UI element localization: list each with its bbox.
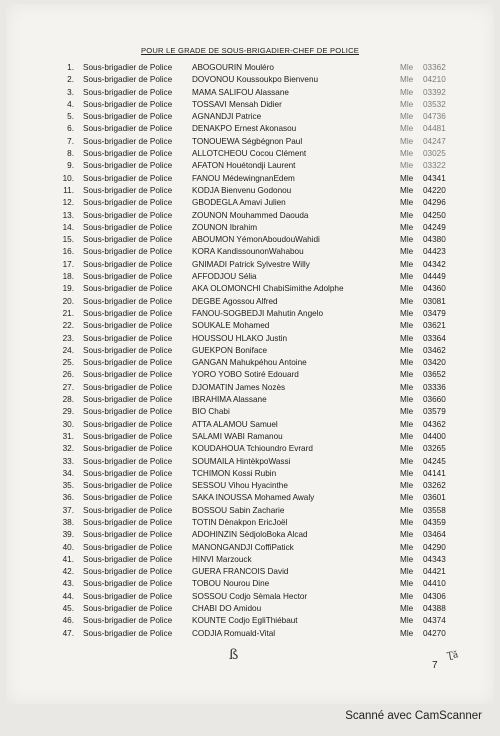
row-mle-label: Mle xyxy=(400,99,414,109)
row-matricule: 04210 xyxy=(423,75,446,85)
row-grade: Sous-brigadier de Police xyxy=(83,247,173,257)
table-row xyxy=(0,566,500,578)
row-grade: Sous-brigadier de Police xyxy=(83,505,173,515)
row-number: 2. xyxy=(67,75,74,85)
row-number: 28. xyxy=(62,395,74,405)
table-row xyxy=(0,406,500,418)
row-name: AKA OLOMONCHI ChabiSimithe Adolphe xyxy=(192,284,344,294)
row-mle-label: Mle xyxy=(400,235,414,245)
row-number: 35. xyxy=(62,481,74,491)
table-row xyxy=(0,468,500,480)
row-matricule: 04250 xyxy=(423,210,446,220)
row-name: ZOUNON Mouhammed Daouda xyxy=(192,210,309,220)
row-mle-label: Mle xyxy=(400,419,414,429)
row-name: ABOGOURIN Mouléro xyxy=(192,63,274,72)
row-matricule: 04359 xyxy=(423,517,446,527)
row-matricule: 04270 xyxy=(423,628,446,638)
row-grade: Sous-brigadier de Police xyxy=(83,431,173,441)
row-grade: Sous-brigadier de Police xyxy=(83,419,173,429)
row-mle-label: Mle xyxy=(400,87,414,97)
table-row xyxy=(0,456,500,468)
row-name: BOSSOU Sabin Zacharie xyxy=(192,505,285,515)
row-grade: Sous-brigadier de Police xyxy=(83,444,173,454)
row-matricule: 03652 xyxy=(423,370,446,380)
row-name: DEGBE Agossou Alfred xyxy=(192,296,278,306)
row-mle-label: Mle xyxy=(400,370,414,380)
row-grade: Sous-brigadier de Police xyxy=(83,493,173,503)
table-row xyxy=(0,283,500,295)
row-mle-label: Mle xyxy=(400,554,414,564)
row-number: 14. xyxy=(62,222,74,232)
row-mle-label: Mle xyxy=(400,124,414,134)
row-matricule: 04141 xyxy=(423,468,446,478)
row-grade: Sous-brigadier de Police xyxy=(83,628,173,638)
row-mle-label: Mle xyxy=(400,247,414,257)
row-grade: Sous-brigadier de Police xyxy=(83,75,173,85)
row-mle-label: Mle xyxy=(400,579,414,589)
row-matricule: 03660 xyxy=(423,395,446,405)
row-mle-label: Mle xyxy=(400,185,414,195)
table-row xyxy=(0,296,500,308)
row-matricule: 04343 xyxy=(423,554,446,564)
table-row xyxy=(0,603,500,615)
row-matricule: 03322 xyxy=(423,161,446,171)
row-name: ABOUMON YémonAboudouWahidi xyxy=(192,235,320,245)
row-mle-label: Mle xyxy=(400,456,414,466)
row-grade: Sous-brigadier de Police xyxy=(83,591,173,601)
row-grade: Sous-brigadier de Police xyxy=(83,530,173,540)
table-row xyxy=(0,357,500,369)
row-mle-label: Mle xyxy=(400,272,414,282)
row-number: 30. xyxy=(62,419,74,429)
row-name: MANONGANDJI CoffiPatick xyxy=(192,542,294,552)
row-mle-label: Mle xyxy=(400,321,414,331)
row-mle-label: Mle xyxy=(400,149,414,159)
row-matricule: 04360 xyxy=(423,284,446,294)
row-mle-label: Mle xyxy=(400,431,414,441)
row-number: 5. xyxy=(67,112,74,122)
row-name: TONOUEWA Ségbégnon Paul xyxy=(192,136,303,146)
row-number: 6. xyxy=(67,124,74,134)
row-matricule: 04423 xyxy=(423,247,446,257)
table-row xyxy=(0,394,500,406)
handwritten-initials: Ʈă xyxy=(446,650,460,662)
row-name: GNIMADI Patrick Sylvestre Willy xyxy=(192,259,310,269)
row-number: 12. xyxy=(62,198,74,208)
row-grade: Sous-brigadier de Police xyxy=(83,136,173,146)
row-matricule: 04481 xyxy=(423,124,446,134)
row-mle-label: Mle xyxy=(400,198,414,208)
row-name: GANGAN Mahukpéhou Antoine xyxy=(192,358,307,368)
row-name: HINVI Marzouck xyxy=(192,554,252,564)
row-grade: Sous-brigadier de Police xyxy=(83,481,173,491)
row-grade: Sous-brigadier de Police xyxy=(83,456,173,466)
row-mle-label: Mle xyxy=(400,358,414,368)
table-row xyxy=(0,554,500,566)
row-matricule: 04306 xyxy=(423,591,446,601)
row-number: 22. xyxy=(62,321,74,331)
table-row xyxy=(0,173,500,185)
row-grade: Sous-brigadier de Police xyxy=(83,149,173,159)
row-matricule: 04380 xyxy=(423,235,446,245)
row-matricule: 03558 xyxy=(423,505,446,515)
row-grade: Sous-brigadier de Police xyxy=(83,517,173,527)
table-row xyxy=(0,529,500,541)
row-number: 26. xyxy=(62,370,74,380)
row-number: 15. xyxy=(62,235,74,245)
list-heading: POUR LE GRADE DE SOUS-BRIGADIER-CHEF DE POLICE xyxy=(140,46,360,55)
row-number: 46. xyxy=(62,616,74,626)
row-mle-label: Mle xyxy=(400,136,414,146)
row-number: 37. xyxy=(62,505,74,515)
row-number: 25. xyxy=(62,358,74,368)
table-row xyxy=(0,320,500,332)
table-row xyxy=(0,123,500,135)
row-grade: Sous-brigadier de Police xyxy=(83,272,173,282)
row-matricule: 03579 xyxy=(423,407,446,417)
row-mle-label: Mle xyxy=(400,112,414,122)
signature-mark: ß xyxy=(229,647,239,663)
row-name: ATTA ALAMOU Samuel xyxy=(192,419,278,429)
row-mle-label: Mle xyxy=(400,395,414,405)
row-name: KOUNTE Codjo EgliThiébaut xyxy=(192,616,298,626)
row-number: 16. xyxy=(62,247,74,257)
row-number: 23. xyxy=(62,333,74,343)
table-row xyxy=(0,74,500,86)
row-matricule: 04290 xyxy=(423,542,446,552)
table-row xyxy=(0,480,500,492)
row-grade: Sous-brigadier de Police xyxy=(83,542,173,552)
row-matricule: 03265 xyxy=(423,444,446,454)
row-mle-label: Mle xyxy=(400,542,414,552)
row-matricule: 04362 xyxy=(423,419,446,429)
row-mle-label: Mle xyxy=(400,222,414,232)
row-matricule: 04736 xyxy=(423,112,446,122)
row-mle-label: Mle xyxy=(400,382,414,392)
page-number: 7 xyxy=(432,660,438,671)
row-matricule: 03364 xyxy=(423,333,446,343)
row-name: HOUSSOU HLAKO Justin xyxy=(192,333,288,343)
row-number: 1. xyxy=(67,63,74,72)
row-name: TOTIN Dènakpon EricJoël xyxy=(192,517,288,527)
row-mle-label: Mle xyxy=(400,567,414,577)
row-number: 36. xyxy=(62,493,74,503)
row-number: 4. xyxy=(67,99,74,109)
row-number: 44. xyxy=(62,591,74,601)
row-matricule: 03621 xyxy=(423,321,446,331)
row-number: 21. xyxy=(62,308,74,318)
table-row xyxy=(0,222,500,234)
row-matricule: 03392 xyxy=(423,87,446,97)
row-name: SALAMI WABI Ramanou xyxy=(192,431,283,441)
row-number: 20. xyxy=(62,296,74,306)
row-grade: Sous-brigadier de Police xyxy=(83,395,173,405)
row-grade: Sous-brigadier de Police xyxy=(83,222,173,232)
row-name: TOSSAVI Mensah Didier xyxy=(192,99,282,109)
row-grade: Sous-brigadier de Police xyxy=(83,321,173,331)
row-matricule: 04388 xyxy=(423,604,446,614)
row-name: DJOMATIN James Nozès xyxy=(192,382,286,392)
row-mle-label: Mle xyxy=(400,296,414,306)
row-grade: Sous-brigadier de Police xyxy=(83,124,173,134)
row-grade: Sous-brigadier de Police xyxy=(83,99,173,109)
row-mle-label: Mle xyxy=(400,333,414,343)
row-name: GUEKPON Boniface xyxy=(192,345,268,355)
row-name: SOUMAILA HintèkpoWassi xyxy=(192,456,291,466)
table-row xyxy=(0,369,500,381)
row-mle-label: Mle xyxy=(400,616,414,626)
row-number: 13. xyxy=(62,210,74,220)
row-name: SOUKALE Mohamed xyxy=(192,321,270,331)
row-grade: Sous-brigadier de Police xyxy=(83,468,173,478)
row-grade: Sous-brigadier de Police xyxy=(83,382,173,392)
row-grade: Sous-brigadier de Police xyxy=(83,616,173,626)
camscanner-watermark: Scanné avec CamScanner xyxy=(345,710,482,722)
row-number: 17. xyxy=(62,259,74,269)
row-name: SOSSOU Codjo Sèmala Hector xyxy=(192,591,308,601)
row-mle-label: Mle xyxy=(400,284,414,294)
row-mle-label: Mle xyxy=(400,308,414,318)
row-mle-label: Mle xyxy=(400,517,414,527)
row-number: 24. xyxy=(62,345,74,355)
row-name: FANOU-SOGBEDJI Mahutin Angelo xyxy=(192,308,324,318)
row-name: YORO YOBO Sotiré Edouard xyxy=(192,370,299,380)
row-number: 33. xyxy=(62,456,74,466)
row-matricule: 04400 xyxy=(423,431,446,441)
row-name: SAKA INOUSSA Mohamed Awaly xyxy=(192,493,315,503)
row-matricule: 03336 xyxy=(423,382,446,392)
row-name: KORA KandissounonWahabou xyxy=(192,247,304,257)
row-name: KOUDAHOUA Tchioundro Evrard xyxy=(192,444,313,454)
row-number: 19. xyxy=(62,284,74,294)
row-number: 40. xyxy=(62,542,74,552)
row-name: SESSOU Vihou Hyacinthe xyxy=(192,481,288,491)
row-grade: Sous-brigadier de Police xyxy=(83,407,173,417)
row-mle-label: Mle xyxy=(400,505,414,515)
row-matricule: 04374 xyxy=(423,616,446,626)
row-name: CHABI DO Amidou xyxy=(192,604,262,614)
row-matricule: 04247 xyxy=(423,136,446,146)
row-grade: Sous-brigadier de Police xyxy=(83,345,173,355)
row-matricule: 03479 xyxy=(423,308,446,318)
personnel-list xyxy=(0,62,500,640)
row-name: BIO Chabi xyxy=(192,407,230,417)
row-grade: Sous-brigadier de Police xyxy=(83,185,173,195)
row-grade: Sous-brigadier de Police xyxy=(83,554,173,564)
row-matricule: 03601 xyxy=(423,493,446,503)
row-grade: Sous-brigadier de Police xyxy=(83,173,173,183)
row-number: 27. xyxy=(62,382,74,392)
row-number: 11. xyxy=(63,185,74,195)
table-row xyxy=(0,308,500,320)
row-grade: Sous-brigadier de Police xyxy=(83,370,173,380)
row-mle-label: Mle xyxy=(400,444,414,454)
row-matricule: 03464 xyxy=(423,530,446,540)
row-mle-label: Mle xyxy=(400,259,414,269)
table-row xyxy=(0,136,500,148)
row-number: 18. xyxy=(62,272,74,282)
row-number: 31. xyxy=(62,431,74,441)
table-row xyxy=(0,492,500,504)
row-number: 3. xyxy=(67,87,74,97)
row-mle-label: Mle xyxy=(400,604,414,614)
row-name: ZOUNON Ibrahim xyxy=(192,222,258,232)
row-number: 32. xyxy=(62,444,74,454)
row-grade: Sous-brigadier de Police xyxy=(83,235,173,245)
row-grade: Sous-brigadier de Police xyxy=(83,567,173,577)
row-number: 10. xyxy=(62,173,74,183)
row-grade: Sous-brigadier de Police xyxy=(83,333,173,343)
table-row xyxy=(0,210,500,222)
row-grade: Sous-brigadier de Police xyxy=(83,284,173,294)
table-row xyxy=(0,333,500,345)
row-matricule: 04220 xyxy=(423,185,446,195)
table-row xyxy=(0,443,500,455)
row-matricule: 04421 xyxy=(423,567,446,577)
table-row xyxy=(0,615,500,627)
row-number: 29. xyxy=(62,407,74,417)
row-name: DENAKPO Ernest Akonasou xyxy=(192,124,297,134)
table-row xyxy=(0,148,500,160)
row-name: TCHIMON Kossi Rubin xyxy=(192,468,277,478)
row-name: GBODEGLA Amavi Julien xyxy=(192,198,286,208)
table-row xyxy=(0,419,500,431)
row-grade: Sous-brigadier de Police xyxy=(83,579,173,589)
row-number: 39. xyxy=(62,530,74,540)
row-matricule: 03532 xyxy=(423,99,446,109)
row-mle-label: Mle xyxy=(400,591,414,601)
row-grade: Sous-brigadier de Police xyxy=(83,63,173,72)
table-row xyxy=(0,505,500,517)
row-mle-label: Mle xyxy=(400,628,414,638)
table-row xyxy=(0,197,500,209)
table-row xyxy=(0,185,500,197)
table-row xyxy=(0,246,500,258)
row-name: DOVONOU Koussoukpo Bienvenu xyxy=(192,75,319,85)
table-row xyxy=(0,628,500,640)
row-number: 7. xyxy=(67,136,74,146)
row-matricule: 04410 xyxy=(423,579,446,589)
row-mle-label: Mle xyxy=(400,210,414,220)
row-matricule: 03025 xyxy=(423,149,446,159)
row-grade: Sous-brigadier de Police xyxy=(83,198,173,208)
row-matricule: 03462 xyxy=(423,345,446,355)
row-number: 38. xyxy=(62,517,74,527)
row-matricule: 03262 xyxy=(423,481,446,491)
row-number: 45. xyxy=(62,604,74,614)
table-row xyxy=(0,259,500,271)
row-grade: Sous-brigadier de Police xyxy=(83,87,173,97)
row-matricule: 04296 xyxy=(423,198,446,208)
row-grade: Sous-brigadier de Police xyxy=(83,210,173,220)
row-grade: Sous-brigadier de Police xyxy=(83,161,173,171)
table-row xyxy=(0,62,500,74)
row-matricule: 04449 xyxy=(423,272,446,282)
row-name: GUERA FRANCOIS David xyxy=(192,567,289,577)
row-number: 43. xyxy=(62,579,74,589)
row-number: 41. xyxy=(62,554,74,564)
row-mle-label: Mle xyxy=(400,407,414,417)
row-grade: Sous-brigadier de Police xyxy=(83,358,173,368)
table-row xyxy=(0,431,500,443)
row-mle-label: Mle xyxy=(400,493,414,503)
row-grade: Sous-brigadier de Police xyxy=(83,296,173,306)
row-matricule: 03081 xyxy=(423,296,446,306)
table-row xyxy=(0,542,500,554)
row-name: MAMA SALIFOU Alassane xyxy=(192,87,289,97)
row-number: 8. xyxy=(67,149,74,159)
row-number: 42. xyxy=(62,567,74,577)
row-number: 9. xyxy=(67,161,74,171)
row-name: ALLOTCHEOU Cocou Clément xyxy=(192,149,307,159)
table-row xyxy=(0,271,500,283)
row-matricule: 04342 xyxy=(423,259,446,269)
row-name: KODJA Bienvenu Godonou xyxy=(192,185,292,195)
row-name: IBRAHIMA Alassane xyxy=(192,395,267,405)
row-mle-label: Mle xyxy=(400,63,414,72)
row-name: FANOU MédewingnanEdem xyxy=(192,173,295,183)
row-number: 34. xyxy=(62,468,74,478)
table-row xyxy=(0,345,500,357)
row-mle-label: Mle xyxy=(400,530,414,540)
table-row xyxy=(0,160,500,172)
table-row xyxy=(0,99,500,111)
row-name: ADOHINZIN SèdjoloBoka Alcad xyxy=(192,530,308,540)
row-matricule: 03362 xyxy=(423,63,446,72)
row-name: AFFODJOU Sélia xyxy=(192,272,257,282)
row-grade: Sous-brigadier de Police xyxy=(83,112,173,122)
row-matricule: 04249 xyxy=(423,222,446,232)
row-matricule: 03420 xyxy=(423,358,446,368)
row-mle-label: Mle xyxy=(400,75,414,85)
row-mle-label: Mle xyxy=(400,173,414,183)
table-row xyxy=(0,111,500,123)
row-mle-label: Mle xyxy=(400,161,414,171)
table-row xyxy=(0,591,500,603)
row-number: 47. xyxy=(62,628,74,638)
table-row xyxy=(0,578,500,590)
row-name: TOBOU Nourou Dine xyxy=(192,579,270,589)
table-row xyxy=(0,382,500,394)
row-grade: Sous-brigadier de Police xyxy=(83,604,173,614)
row-name: CODJIA Romuald-Vital xyxy=(192,628,276,638)
row-name: AFATON Houétondji Laurent xyxy=(192,161,296,171)
row-mle-label: Mle xyxy=(400,468,414,478)
table-row xyxy=(0,234,500,246)
row-matricule: 04341 xyxy=(423,173,446,183)
row-matricule: 04245 xyxy=(423,456,446,466)
row-grade: Sous-brigadier de Police xyxy=(83,308,173,318)
row-mle-label: Mle xyxy=(400,345,414,355)
row-mle-label: Mle xyxy=(400,481,414,491)
row-grade: Sous-brigadier de Police xyxy=(83,259,173,269)
table-row xyxy=(0,87,500,99)
row-name: AGNANDJI Patrice xyxy=(192,112,262,122)
table-row xyxy=(0,517,500,529)
